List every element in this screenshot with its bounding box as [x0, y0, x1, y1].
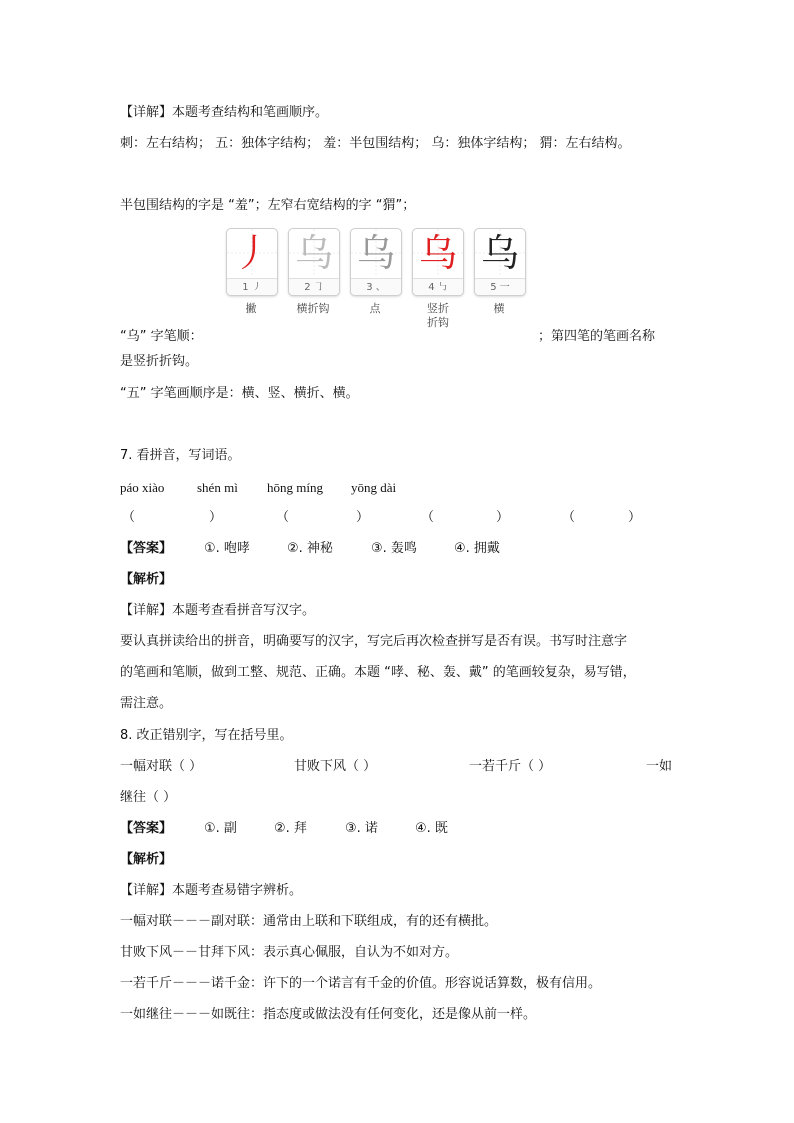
answer-label: 【答案】 — [120, 821, 173, 836]
stroke-name: 横折钩 — [296, 302, 330, 315]
q8-item-3: 一若千斤（ ） — [469, 759, 552, 774]
stroke-char: 乌 — [480, 231, 519, 275]
stroke-name: 竖折折钩 — [427, 302, 449, 329]
q7-detail: 【详解】本题考查看拼音写汉字。 — [120, 603, 316, 618]
answer-1: ①. 咆哮 — [204, 541, 250, 556]
structure-line: 刺：左右结构； 五：独体字结构； 羞：半包围结构； 乌：独体字结构； 猬：左右结构。 — [120, 136, 631, 151]
stroke-box-2 — [288, 228, 340, 296]
answer-4: ④. 拥戴 — [454, 541, 500, 556]
fourth-stroke-text-2: 是竖折折钩。 — [120, 354, 199, 369]
q7-text-3: 需注意。 — [120, 696, 173, 711]
stroke-number: 1 ㇓ — [227, 278, 277, 296]
stroke-name: 撇 — [245, 302, 257, 315]
pinyin-2: shén mì — [197, 480, 238, 495]
stroke-box-3 — [350, 228, 402, 296]
stroke-number: 4 ㇉ — [413, 278, 463, 296]
answer-paren-open: （ — [421, 510, 435, 525]
stroke-char: 乌 — [418, 231, 457, 275]
q7-title: 7. 看拼音，写词语。 — [120, 448, 241, 463]
stroke-box-4 — [412, 228, 464, 296]
pinyin-4: yōng dài — [351, 480, 397, 495]
q8-explain-2: 甘败下风－－甘拜下风：表示真心佩服，自认为不如对方。 — [120, 945, 459, 960]
stroke-box-5 — [474, 228, 526, 296]
answer-paren-open: （ — [562, 510, 576, 525]
stroke-number: 2 ㇆ — [289, 278, 339, 296]
analysis-label: 【解析】 — [120, 852, 173, 867]
q8-item-1: 一幅对联（ ） — [120, 759, 203, 774]
answer-paren-open: （ — [276, 510, 290, 525]
stroke-char: 乌 — [356, 231, 395, 275]
stroke-number: 5 一 — [475, 278, 525, 296]
pinyin-3: hōng míng — [267, 480, 323, 495]
answer-paren-close: ） — [628, 510, 642, 525]
half-enclosure-line: 半包围结构的字是 “羞”；左窄右宽结构的字 “猬”； — [120, 198, 416, 213]
answer-3: ③. 轰鸣 — [371, 541, 417, 556]
q8-title: 8. 改正错别字，写在括号里。 — [120, 728, 293, 743]
answer-paren-close: ） — [496, 510, 510, 525]
analysis-label: 【解析】 — [120, 572, 173, 587]
wu-order-label: “乌” 字笔顺： — [120, 329, 203, 344]
stroke-name: 横 — [493, 302, 505, 315]
fourth-stroke-text: ；第四笔的笔画名称 — [538, 329, 656, 344]
q8-explain-1: 一幅对联－－－副对联：通常由上联和下联组成，有的还有横批。 — [120, 914, 498, 929]
q8-explain-3: 一若千斤－－－诺千金：许下的一个诺言有千金的价值。形容说话算数，极有信用。 — [120, 976, 602, 991]
answer-1: ①. 副 — [204, 821, 237, 836]
q8-item-4b: 继往（ ） — [120, 790, 177, 805]
q8-item-2: 甘败下风（ ） — [294, 759, 377, 774]
q8-detail: 【详解】本题考查易错字辨析。 — [120, 883, 303, 898]
stroke-number: 3 、 — [351, 278, 401, 296]
q8-explain-4: 一如继往－－－如既往：指态度或做法没有任何变化，还是像从前一样。 — [120, 1007, 537, 1022]
q7-text-1: 要认真拼读给出的拼音，明确要写的汉字，写完后再次检查拼写是否有误。书写时注意字 — [120, 634, 628, 649]
stroke-name: 点 — [369, 302, 381, 315]
answer-label: 【答案】 — [120, 541, 173, 556]
pinyin-1: páo xiào — [120, 480, 165, 495]
answer-3: ③. 诺 — [345, 821, 378, 836]
answer-4: ④. 既 — [415, 821, 448, 836]
answer-paren-close: ） — [356, 510, 370, 525]
stroke-char: 乌 — [294, 231, 333, 275]
answer-2: ②. 神秘 — [287, 541, 333, 556]
q8-item-4a: 一如 — [646, 759, 673, 774]
q7-text-2: 的笔画和笔顺，做到工整、规范、正确。本题 “哮、秘、轰、戴” 的笔画较复杂，易写错， — [120, 665, 636, 680]
answer-paren-open: （ — [122, 510, 136, 525]
answer-paren-close: ） — [209, 510, 223, 525]
stroke-box-1 — [226, 228, 278, 296]
five-order-line: “五” 字笔画顺序是：横、竖、横折、横。 — [120, 386, 359, 401]
stroke-char: 丿 — [232, 231, 271, 275]
answer-2: ②. 拜 — [274, 821, 307, 836]
detail-line: 【详解】本题考查结构和笔画顺序。 — [120, 105, 329, 120]
